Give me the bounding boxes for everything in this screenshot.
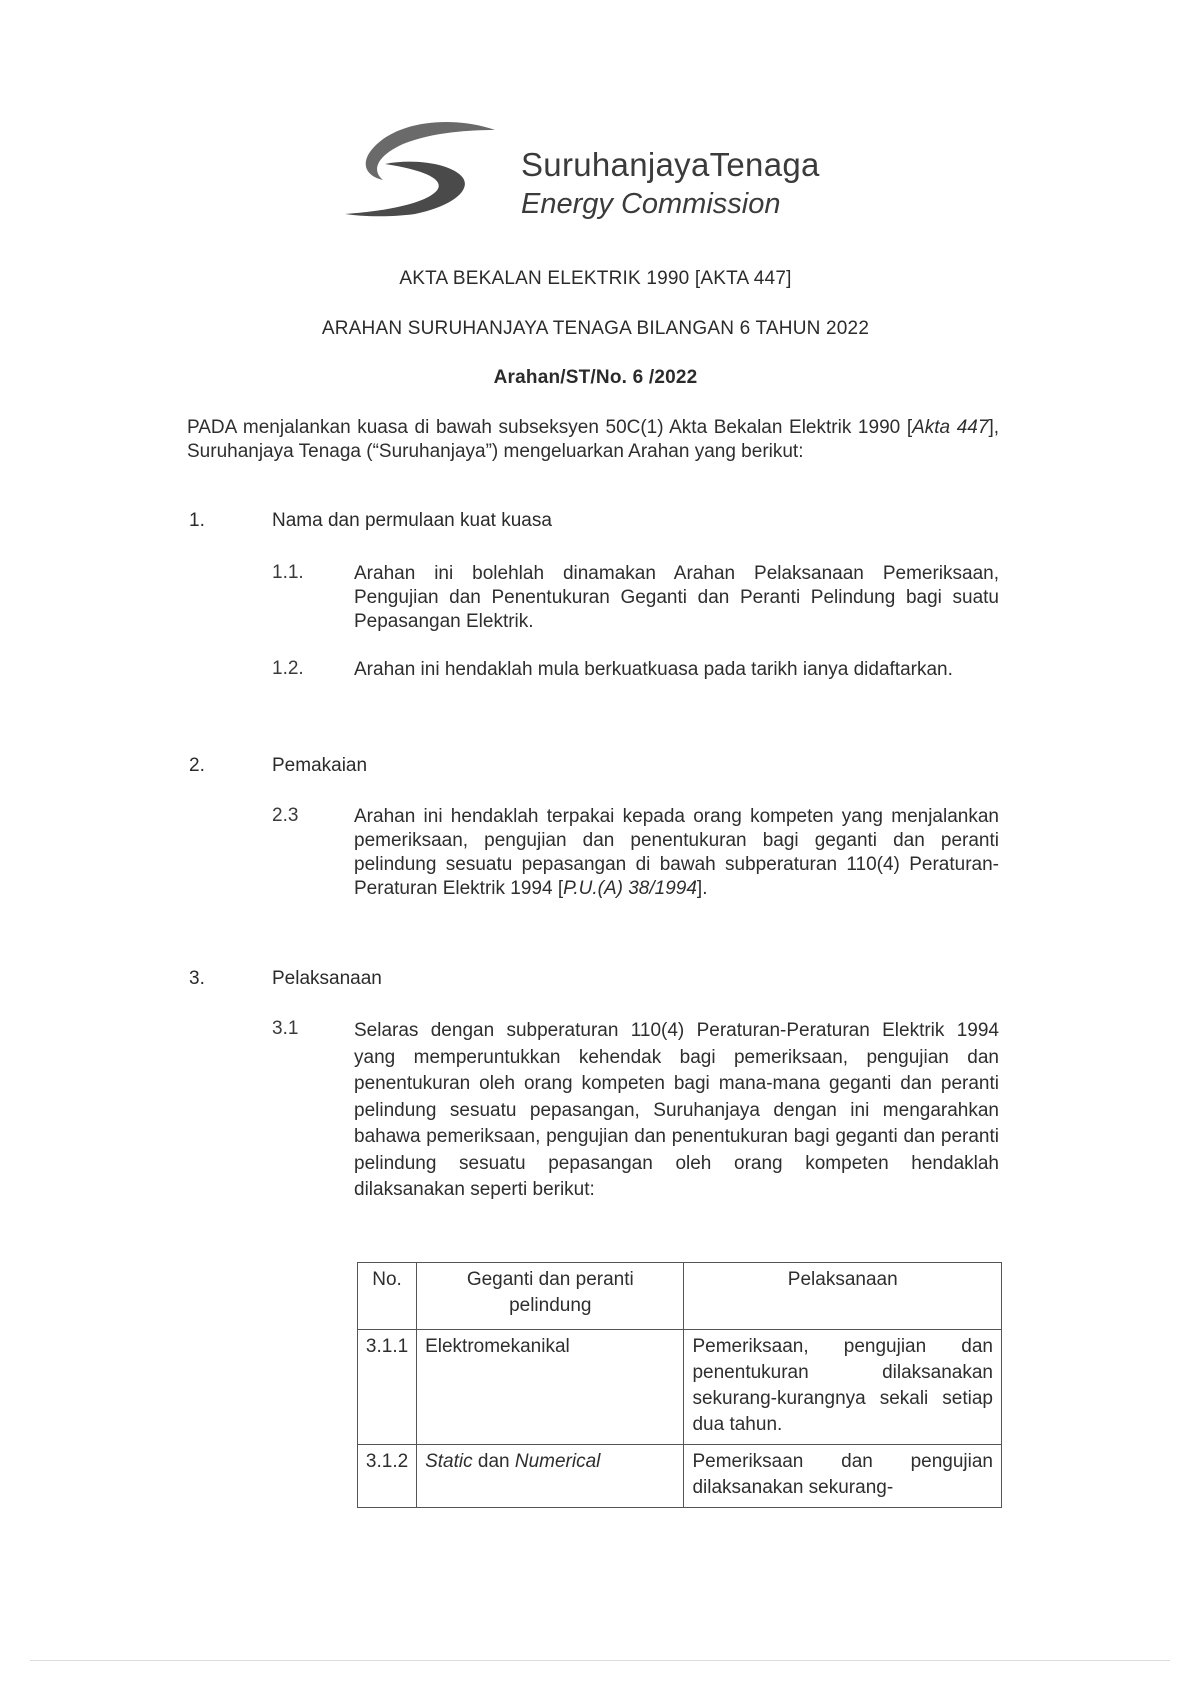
section-number: 3.	[189, 968, 205, 989]
subsection-text-part: Arahan ini hendaklah terpakai kepada orang kompeten yang menjalankan pemeriksaan, pengujian dan penentukuran bagi geganti dan peranti pelindung sesuatu pepasangan di bawah subperaturan 110(4) Peraturan-Peraturan Elektrik 1994 [	[354, 806, 999, 899]
cell-device	[417, 1445, 684, 1508]
page-bottom-edge	[30, 1660, 1170, 1661]
subsection-text: Arahan ini bolehlah dinamakan Arahan Pelaksanaan Pemeriksaan, Pengujian dan Penentukuran Geganti dan Peranti Pelindung bagi suatu Pepasangan Elektrik.	[354, 563, 999, 632]
implementation-table	[357, 1262, 1002, 1508]
energy-commission-logo	[345, 118, 825, 228]
device-text: dan	[472, 1451, 515, 1472]
device-italic: Numerical	[514, 1451, 601, 1472]
subsection-number: 3.1	[272, 1018, 299, 1039]
cell-no: 3.1.2	[358, 1445, 417, 1508]
subsection-text	[354, 805, 999, 901]
cell-no: 3.1.1	[358, 1330, 417, 1445]
logo-name-english: Energy Commission	[521, 188, 781, 220]
section-title: Nama dan permulaan kuat kuasa	[272, 510, 552, 531]
subsection-number: 2.3	[272, 805, 299, 826]
cell-device: Elektromekanikal	[417, 1330, 684, 1445]
reference-heading: Arahan/ST/No. 6 /2022	[493, 367, 698, 388]
column-header-device: Geganti dan peranti pelindung	[417, 1263, 684, 1330]
preamble-act-italic: Akta 447	[912, 417, 989, 438]
section-title: Pelaksanaan	[272, 968, 382, 989]
table-row	[358, 1330, 1002, 1445]
subsection-text: Selaras dengan subperaturan 110(4) Peraturan-Peraturan Elektrik 1994 yang memperuntukkan kehendak bagi pemeriksaan, pengujian dan penentukuran oleh orang kompeten bagi mana-mana geganti dan peranti pelindung sesuatu pepasangan, Suruhanjaya dengan ini mengarahkan bahawa pemeriksaan, pengujian dan penentukuran bagi geganti dan peranti pelindung sesuatu pepasangan oleh orang kompeten hendaklah dilaksanakan seperti berikut:	[354, 1020, 999, 1200]
logo-name-malay: SuruhanjayaTenaga	[521, 146, 820, 183]
cell-implementation: Pemeriksaan dan pengujian dilaksanakan sekurang-	[684, 1445, 1002, 1508]
energy-commission-swoosh-logo-icon	[345, 118, 505, 228]
column-header-no: No.	[358, 1263, 417, 1330]
section-number: 1.	[189, 510, 205, 531]
act-heading: AKTA BEKALAN ELEKTRIK 1990 [AKTA 447]	[399, 268, 792, 289]
column-header-implementation: Pelaksanaan	[684, 1263, 1002, 1330]
table-header-row	[358, 1263, 1002, 1330]
preamble-text-1: PADA menjalankan kuasa di bawah subseksyen 50C(1) Akta Bekalan Elektrik 1990 [	[187, 417, 913, 438]
preamble-paragraph	[187, 416, 999, 464]
subsection-number: 1.2.	[272, 658, 304, 679]
subsection-text-part: ].	[696, 878, 708, 899]
preamble-text-2: ], Suruhanjaya Tenaga (“Suruhanjaya”) mengeluarkan Arahan yang berikut:	[187, 417, 999, 462]
device-italic: Static	[425, 1451, 473, 1472]
subsection-text: Arahan ini hendaklah mula berkuatkuasa pada tarikh ianya didaftarkan.	[354, 659, 953, 680]
subsection-number: 1.1.	[272, 562, 304, 583]
directive-heading: ARAHAN SURUHANJAYA TENAGA BILANGAN 6 TAHUN 2022	[321, 318, 870, 339]
section-number: 2.	[189, 755, 205, 776]
cell-implementation: Pemeriksaan, pengujian dan penentukuran dilaksanakan sekurang-kurangnya sekali setiap dua tahun.	[684, 1330, 1002, 1445]
regulation-ref-italic: P.U.(A) 38/1994	[563, 878, 697, 899]
section-title: Pemakaian	[272, 755, 368, 776]
table-row	[358, 1445, 1002, 1508]
